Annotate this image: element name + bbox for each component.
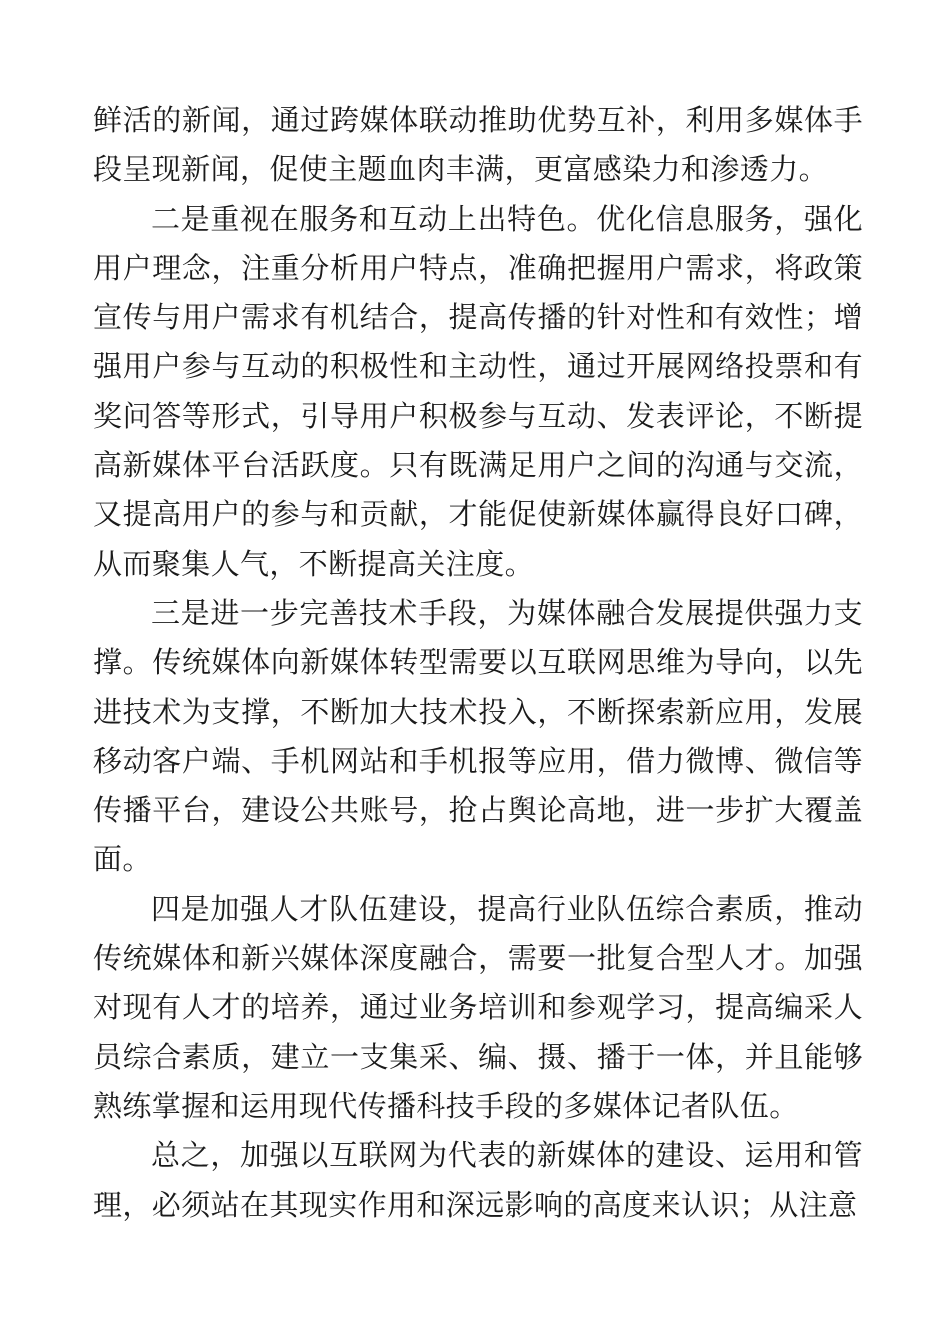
body-text [93, 96, 863, 1230]
paragraph-2: 二是重视在服务和互动上出特色。优化信息服务，强化用户理念，注重分析用户特点，准确把握用户需求，将政策宣传与用户需求有机结合，提高传播的针对性和有效性；增强用户参与互动的积极性和主动性，通过开展网络投票和有奖问答等形式，引导用户积极参与互动、发表评论，不断提高新媒体平台活跃度。只有既满足用户之间的沟通与交流，又提高用户的参与和贡献，才能促使新媒体赢得良好口碑，从而聚集人气，不断提高关注度。 [93, 201, 863, 581]
paragraph-5: 总之，加强以互联网为代表的新媒体的建设、运用和管理，必须站在其现实作用和深远影响的高度来认识；从注意 [93, 1138, 863, 1222]
paragraph-4: 四是加强人才队伍建设，提高行业队伍综合素质，推动传统媒体和新兴媒体深度融合，需要一批复合型人才。加强对现有人才的培养，通过业务培训和参观学习，提高编采人员综合素质，建立一支集采、编、摄、播于一体，并且能够熟练掌握和运用现代传播科技手段的多媒体记者队伍。 [93, 891, 863, 1123]
paragraph-1: 鲜活的新闻，通过跨媒体联动推助优势互补，利用多媒体手段呈现新闻，促使主题血肉丰满，更富感染力和渗透力。 [93, 103, 863, 187]
paragraph-3: 三是进一步完善技术手段，为媒体融合发展提供强力支撑。传统媒体向新媒体转型需要以互联网思维为导向，以先进技术为支撑，不断加大技术投入，不断探索新应用，发展移动客户端、手机网站和手机报等应用，借力微博、微信等传播平台，建设公共账号，抢占舆论高地，进一步扩大覆盖面。 [93, 595, 863, 877]
